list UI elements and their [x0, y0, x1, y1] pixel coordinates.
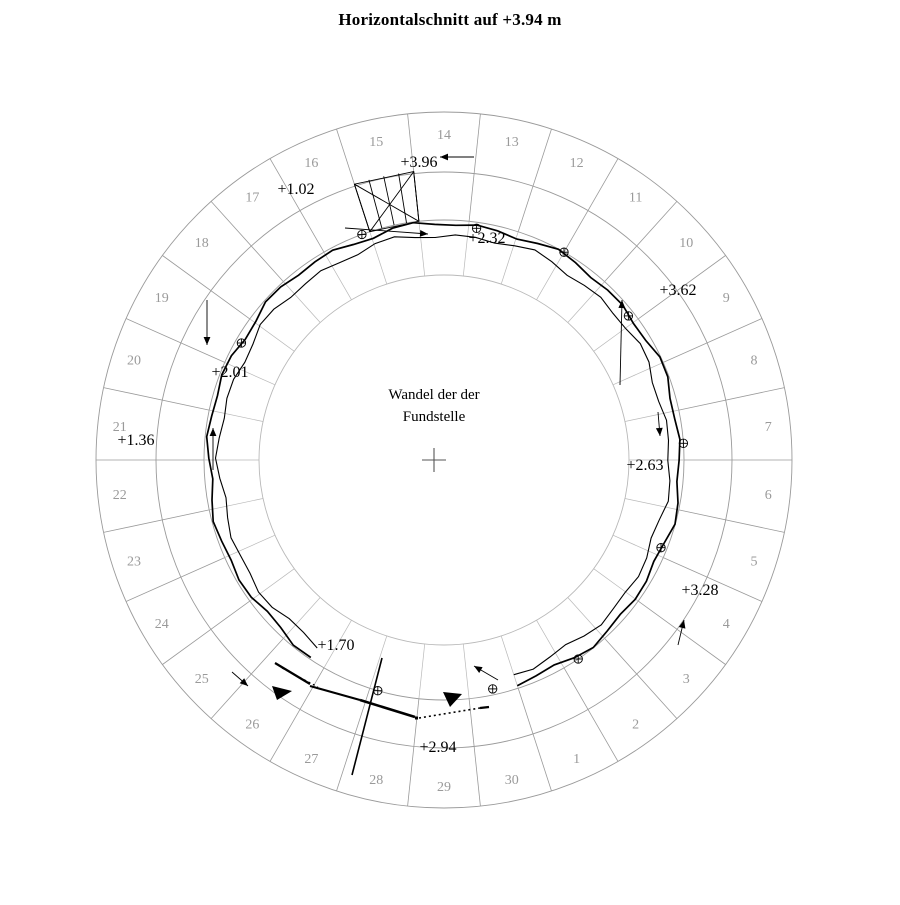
segment-number-10: 10 [679, 235, 694, 251]
spoke-outer [163, 601, 250, 664]
segment-number-4: 4 [722, 617, 730, 632]
spoke-inner [568, 598, 605, 639]
segment-number-22: 22 [112, 488, 127, 504]
segment-number-labels [113, 128, 772, 795]
segment-number-27: 27 [304, 751, 319, 767]
radial-heavy-line [352, 658, 382, 775]
segment-number-28: 28 [369, 772, 384, 788]
segment-number-5: 5 [750, 554, 758, 570]
spoke-inner [501, 636, 518, 688]
segment-number-19: 19 [154, 291, 169, 306]
center-label-line1: Wandel der der [388, 387, 480, 403]
elevation-label-p3_62: +3.62 [659, 282, 697, 299]
segment-number-12: 12 [569, 156, 584, 172]
spoke-outer [270, 668, 324, 762]
measure-arrow-line [345, 228, 428, 234]
segment-number-1: 1 [573, 751, 581, 767]
segment-number-25: 25 [194, 672, 209, 688]
elevation-label-p3_96: +3.96 [400, 154, 438, 171]
hatch-line [414, 172, 419, 222]
elevation-label-p2_94: +2.94 [419, 739, 457, 756]
segment-number-23: 23 [127, 554, 141, 570]
spoke-inner [625, 410, 679, 421]
spoke-outer [638, 601, 725, 664]
hatch-line [369, 180, 382, 228]
spoke-inner [537, 252, 565, 300]
segment-number-26: 26 [245, 717, 260, 733]
spoke-outer [679, 510, 785, 533]
spoke-inner [625, 499, 679, 510]
center-label [388, 387, 479, 425]
measure-arrow-line [620, 300, 622, 385]
wall-outline [207, 223, 680, 686]
spoke-inner [225, 535, 275, 557]
hatch-line [399, 174, 407, 223]
entrance-dashed-left [282, 668, 318, 687]
entrance-edge-right [480, 707, 489, 708]
segment-number-18: 18 [194, 235, 209, 251]
spoke-inner [537, 620, 565, 668]
spoke-inner [370, 636, 387, 688]
spoke-inner [209, 410, 263, 421]
spoke-outer [211, 201, 283, 281]
elevation-label-p1_02: +1.02 [277, 181, 315, 198]
spoke-outer [163, 256, 250, 319]
spoke-outer [679, 388, 785, 411]
elevation-label-p2_32: +2.32 [468, 230, 506, 247]
spoke-inner [419, 221, 425, 276]
segment-number-29: 29 [437, 780, 451, 795]
spoke-inner [463, 644, 469, 699]
segment-number-8: 8 [750, 353, 758, 369]
segment-number-2: 2 [632, 717, 640, 733]
segment-number-3: 3 [682, 672, 690, 688]
segment-number-14: 14 [437, 128, 451, 143]
spoke-outer [469, 114, 480, 221]
segment-number-15: 15 [369, 135, 384, 151]
segment-number-24: 24 [154, 617, 169, 632]
measure-arrow-head [204, 337, 211, 345]
elevation-label-p2_63: +2.63 [626, 457, 664, 474]
spoke-inner [250, 569, 294, 601]
segment-number-13: 13 [504, 135, 519, 151]
page-title: Horizontalschnitt auf +3.94 m [338, 10, 562, 29]
segment-number-20: 20 [127, 353, 141, 369]
segment-number-16: 16 [304, 156, 319, 172]
segment-number-11: 11 [628, 190, 643, 206]
spoke-outer [518, 129, 551, 232]
elevation-label-p1_36: +1.36 [117, 432, 155, 449]
segment-number-6: 6 [764, 488, 772, 504]
spoke-outer [337, 688, 370, 791]
entrance-wall-left [310, 686, 360, 700]
spoke-inner [568, 282, 605, 323]
spoke-outer [104, 510, 210, 533]
elevation-label-p2_01: +2.01 [211, 364, 249, 381]
spoke-outer [518, 688, 551, 791]
segment-number-30: 30 [504, 772, 519, 788]
spoke-inner [209, 499, 263, 510]
spoke-outer [104, 388, 210, 411]
measure-arrow-head [440, 154, 448, 161]
measure-arrow-head [656, 428, 663, 436]
segment-number-21: 21 [112, 419, 127, 435]
spoke-inner [419, 644, 425, 699]
survey-points [237, 224, 687, 695]
segment-number-17: 17 [245, 190, 260, 206]
spoke-outer [211, 638, 283, 718]
elevation-label-p3_28: +3.28 [681, 582, 719, 599]
segment-number-9: 9 [722, 291, 730, 306]
spoke-outer [564, 159, 618, 253]
center-label-line2: Fundstelle [402, 409, 466, 425]
spoke-outer [270, 159, 324, 253]
spoke-inner [370, 232, 387, 284]
spoke-inner [613, 535, 663, 557]
segment-number-7: 7 [764, 419, 772, 435]
measure-arrow-head [474, 666, 483, 673]
measure-arrow-head [210, 428, 217, 436]
spoke-outer [605, 638, 677, 718]
measure-arrow-head [420, 230, 428, 237]
spoke-outer [564, 668, 618, 762]
elevation-label-p1_70: +1.70 [317, 637, 355, 654]
spoke-outer [605, 201, 677, 281]
center-cross [422, 448, 446, 472]
spoke-outer [469, 699, 480, 806]
